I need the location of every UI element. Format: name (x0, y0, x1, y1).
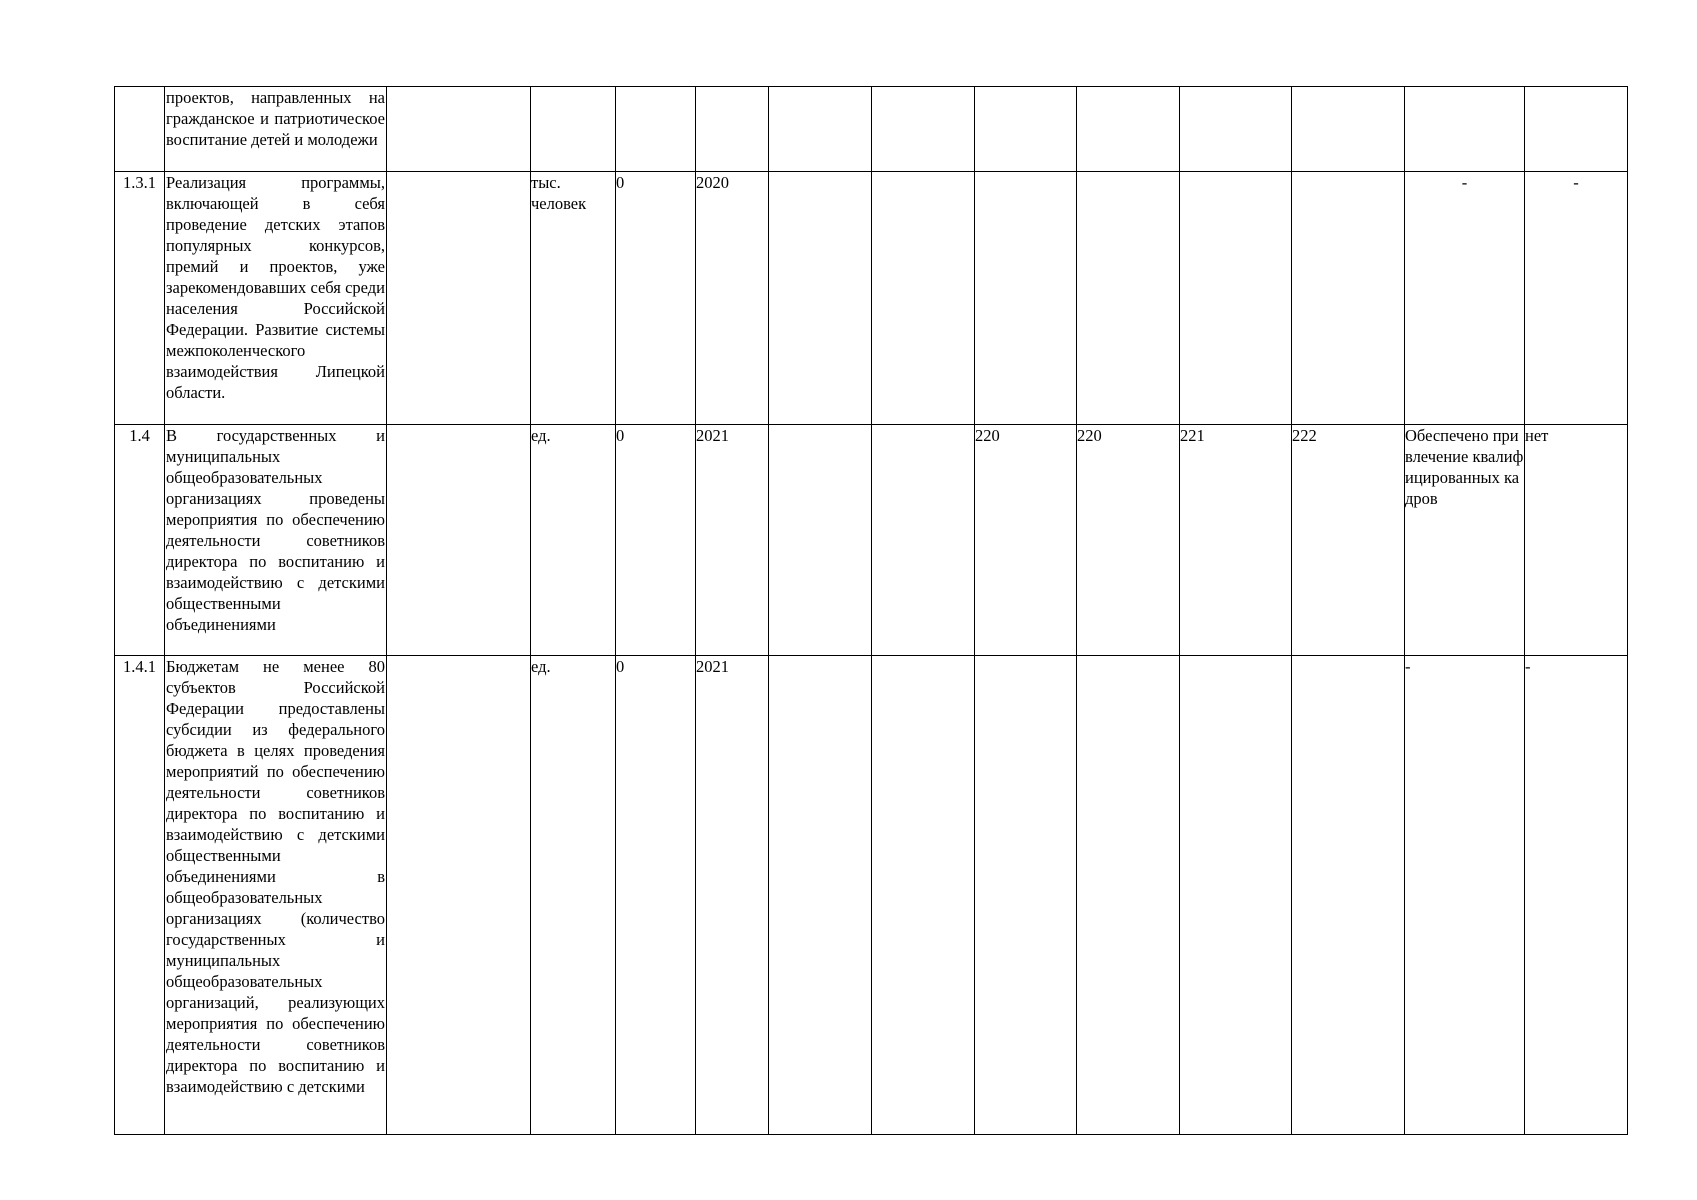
unit-cell: ед. (531, 656, 616, 1135)
table-row (115, 425, 1628, 656)
value-cell (872, 425, 975, 656)
value-cell (769, 87, 872, 172)
unit-cell: тыс. человек (531, 172, 616, 425)
empty-cell (387, 425, 531, 656)
empty-cell (387, 87, 531, 172)
base-year-cell: 2021 (696, 656, 769, 1135)
value-cell (872, 87, 975, 172)
value-cell: 221 (1180, 425, 1292, 656)
table-row (115, 87, 1628, 172)
table-row (115, 656, 1628, 1135)
base-value-cell (616, 87, 696, 172)
row-number (115, 87, 165, 172)
value-cell (1077, 87, 1180, 172)
value-cell (975, 87, 1077, 172)
unit-cell: ед. (531, 425, 616, 656)
row-number: 1.3.1 (115, 172, 165, 425)
result-cell: - (1405, 172, 1525, 425)
row-number: 1.4.1 (115, 656, 165, 1135)
empty-cell (387, 656, 531, 1135)
value-cell (872, 656, 975, 1135)
flag-cell: - (1525, 656, 1628, 1135)
value-cell: 220 (1077, 425, 1180, 656)
table-row (115, 172, 1628, 425)
base-value-cell: 0 (616, 656, 696, 1135)
flag-cell (1525, 87, 1628, 172)
value-cell (769, 656, 872, 1135)
flag-cell: нет (1525, 425, 1628, 656)
value-cell: 222 (1292, 425, 1405, 656)
base-year-cell: 2020 (696, 172, 769, 425)
value-cell (1077, 656, 1180, 1135)
result-cell (1405, 87, 1525, 172)
row-description: Реализация программы, включающей в себя проведение детских этапов популярных конкурсов, премий и проектов, уже зарекомендовавших себя среди населения Российской Федерации. Развитие системы межпоколенческого взаимодействия Липецкой области. (165, 172, 387, 425)
result-cell: Обеспечено привлечение квалифицированных кадров (1405, 425, 1525, 656)
value-cell (872, 172, 975, 425)
value-cell (769, 425, 872, 656)
row-description: Бюджетам не менее 80 субъектов Российской Федерации предоставлены субсидии из федерального бюджета в целях проведения мероприятий по обеспечению деятельности советников директора по воспитанию и взаимодействию с детскими общественными объединениями в общеобразовательных организациях (количество государственных и муниципальных общеобразовательных организаций, реализующих мероприятия по обеспечению деятельности советников директора по воспитанию и взаимодействию с детскими (165, 656, 387, 1135)
base-year-cell (696, 87, 769, 172)
value-cell (975, 172, 1077, 425)
row-description: проектов, направленных на гражданское и патриотическое воспитание детей и молодежи (165, 87, 387, 172)
base-value-cell: 0 (616, 172, 696, 425)
value-cell (1292, 87, 1405, 172)
unit-cell (531, 87, 616, 172)
empty-cell (387, 172, 531, 425)
value-cell (975, 656, 1077, 1135)
result-cell: - (1405, 656, 1525, 1135)
base-value-cell: 0 (616, 425, 696, 656)
value-cell (1180, 656, 1292, 1135)
value-cell (1292, 656, 1405, 1135)
row-number: 1.4 (115, 425, 165, 656)
flag-cell: - (1525, 172, 1628, 425)
indicators-table (114, 86, 1628, 1135)
value-cell (1180, 172, 1292, 425)
value-cell (1077, 172, 1180, 425)
value-cell (1180, 87, 1292, 172)
value-cell: 220 (975, 425, 1077, 656)
value-cell (769, 172, 872, 425)
value-cell (1292, 172, 1405, 425)
row-description: В государственных и муниципальных общеобразовательных организациях проведены мероприятия по обеспечению деятельности советников директора по воспитанию и взаимодействию с детскими общественными объединениями (165, 425, 387, 656)
base-year-cell: 2021 (696, 425, 769, 656)
